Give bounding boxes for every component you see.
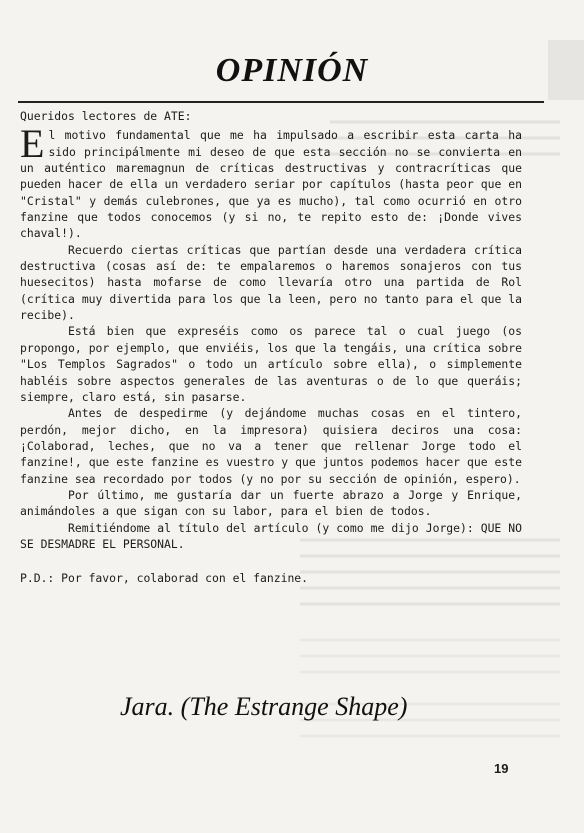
salutation: Queridos lectores de ATE: xyxy=(20,109,192,123)
article-body xyxy=(20,108,522,587)
signature: Jara. (The Estrange Shape) xyxy=(120,692,408,721)
paragraph-1-text: l motivo fundamental que me ha impulsado a escribir esta carta ha sido principálmente mi deseo de que esta sección no se convierta en un auténtico maremagnun de críticas destructivas y contracríticas que pueden hacer de ella un verdadero seriar por capítulos (hasta peor que en "Cristal" y demás culebrones, que ya es mucho), tal como ocurrió en otro fanzine que todos conocemos (y si no, te repito esto de: ¡Donde vives chaval!). xyxy=(20,128,522,241)
paragraph-5: Por último, me gustaría dar un fuerte abrazo a Jorge y Enrique, animándoles a que sigan con su labor, para el bien de todos. xyxy=(20,487,522,519)
page-title: OPINIÓN xyxy=(215,52,369,89)
paragraph-3: Está bien que expreséis como os parece tal o cual juego (os propongo, por ejemplo, que enviéis, los que la tengáis, una crítica sobre "Los Templos Sagrados" o todo un artículo sobre ella), o simplemente habléis sobre aspectos generales de las aventuras o de lo que queráis; siempre, claro está, sin pasarse. xyxy=(20,324,522,404)
postscript: P.D.: Por favor, colaborad con el fanzine. xyxy=(20,571,309,586)
paragraph-2: Recuerdo ciertas críticas que partían desde una verdadera crítica destructiva (cosas así de: te empalaremos o haremos sonajeros con tus huesecitos) hasta mofarse de como llevaría otro una partida de Rol (crítica muy divertida para los que la leen, pero no tanto para el que la recibe). xyxy=(20,242,522,323)
paragraph-1 xyxy=(20,121,522,241)
title-rule xyxy=(18,101,544,103)
page-number: 19 xyxy=(494,761,509,776)
drop-cap: E xyxy=(20,121,45,167)
paragraph-6: Remitiéndome al título del artículo (y como me dijo Jorge): QUE NO SE DESMADRE EL PERSONAL. xyxy=(20,520,522,551)
paragraph-4: Antes de despedirme (y dejándome muchas cosas en el tintero, perdón, mejor dicho, en la impresora) quisiera deciros una cosa: ¡Colaborad, leches, que no va a tener que rellenar Jorge todo el fanzine!, que este fanzine es vuestro y que juntos podemos hacer que este fanzine sea recordado por todos (y no por su sección de opinión, espero). xyxy=(20,406,522,486)
